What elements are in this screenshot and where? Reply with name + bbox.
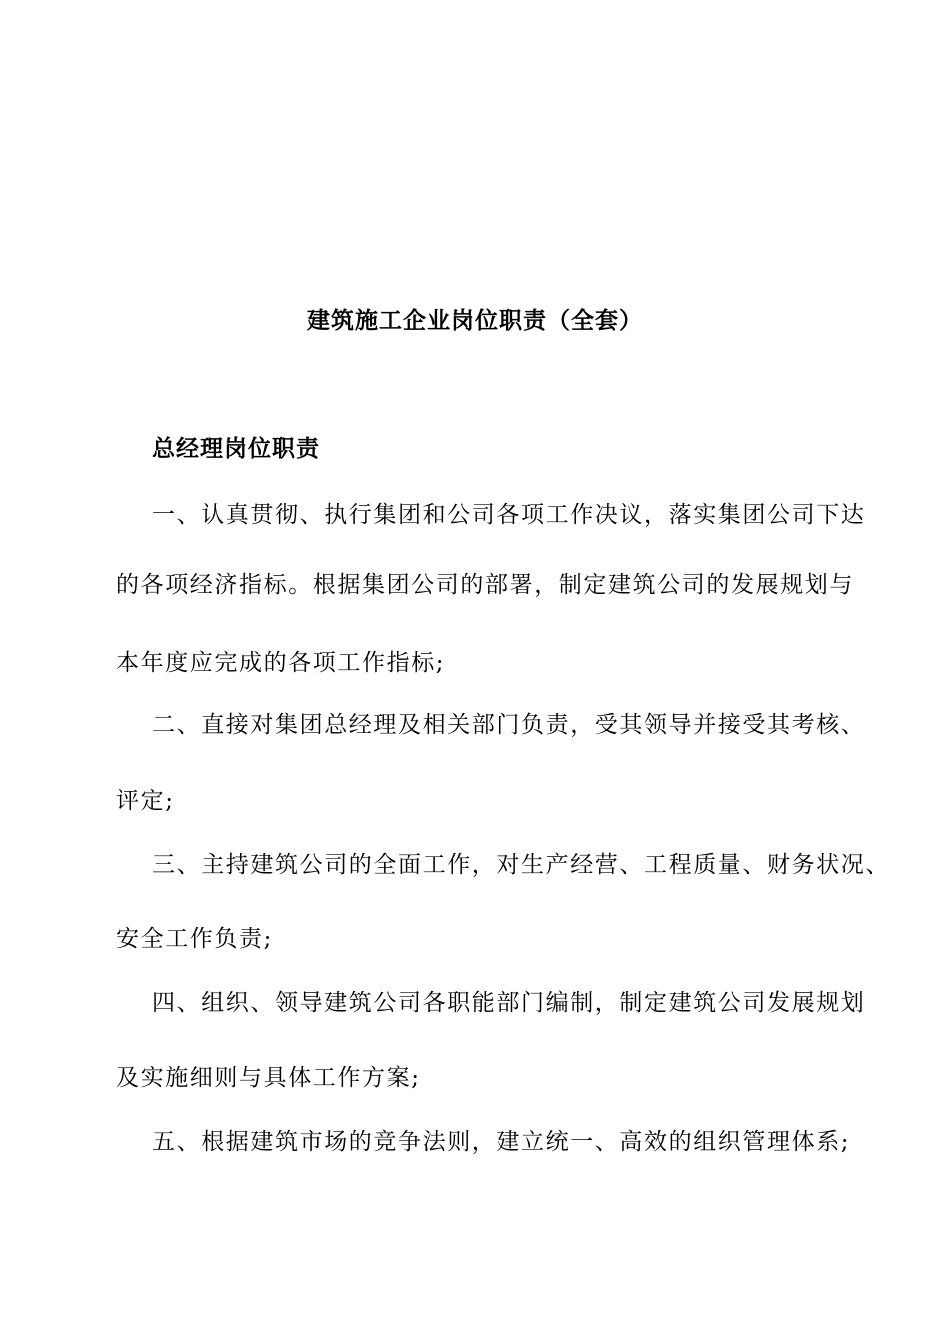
paragraph-1-line-2: 的各项经济指标。根据集团公司的部署，制定建筑公司的发展规划与 xyxy=(116,572,854,598)
paragraph-1-line-1: 一、认真贯彻、执行集团和公司各项工作决议，落实集团公司下达 xyxy=(152,502,866,528)
section-heading: 总经理岗位职责 xyxy=(152,435,320,462)
paragraph-4-line-2: 及实施细则与具体工作方案; xyxy=(116,1065,421,1091)
paragraph-4-line-1: 四、组织、领导建筑公司各职能部门编制，制定建筑公司发展规划 xyxy=(152,990,866,1016)
paragraph-3-line-1: 三、主持建筑公司的全面工作，对生产经营、工程质量、财务状况、 xyxy=(152,852,890,878)
document-title: 建筑施工企业岗位职责（全套） xyxy=(307,307,643,334)
paragraph-5-line-1: 五、根据建筑市场的竞争法则，建立统一、高效的组织管理体系; xyxy=(152,1129,851,1155)
paragraph-2-line-2: 评定; xyxy=(116,788,175,814)
paragraph-2-line-1: 二、直接对集团总经理及相关部门负责，受其领导并接受其考核、 xyxy=(152,712,866,738)
paragraph-3-line-2: 安全工作负责; xyxy=(116,926,273,952)
paragraph-1-line-3: 本年度应完成的各项工作指标; xyxy=(116,650,446,676)
